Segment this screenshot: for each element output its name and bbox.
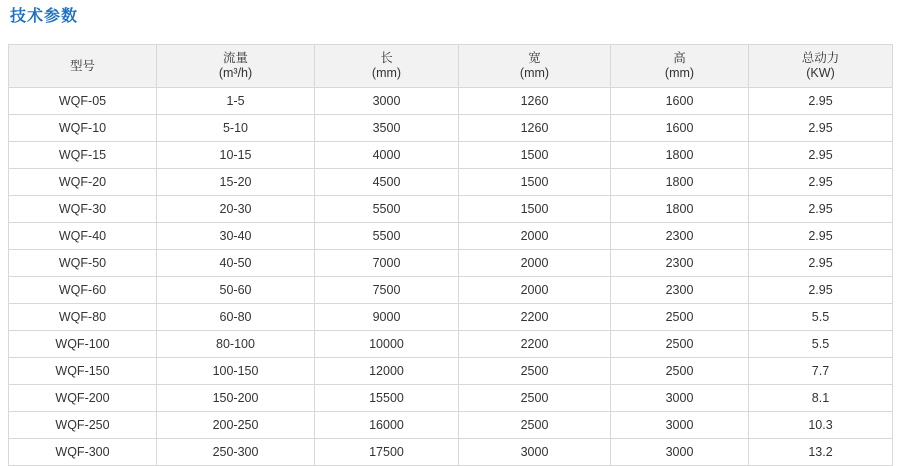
table-row xyxy=(9,331,893,358)
table-row xyxy=(9,439,893,466)
cell-height: 2300 xyxy=(611,277,749,304)
cell-model: WQF-50 xyxy=(9,250,157,277)
table-header xyxy=(9,45,893,88)
cell-power: 10.3 xyxy=(749,412,893,439)
cell-flow: 100-150 xyxy=(157,358,315,385)
cell-length: 10000 xyxy=(315,331,459,358)
cell-length: 17500 xyxy=(315,439,459,466)
column-header-flow-label: 流量 xyxy=(222,51,248,65)
column-header-length xyxy=(315,45,459,88)
column-header-model xyxy=(9,45,157,88)
cell-flow: 20-30 xyxy=(157,196,315,223)
cell-model: WQF-80 xyxy=(9,304,157,331)
cell-model: WQF-30 xyxy=(9,196,157,223)
cell-width: 1500 xyxy=(459,196,611,223)
cell-width: 2200 xyxy=(459,331,611,358)
table-header-row xyxy=(9,45,893,88)
cell-height: 3000 xyxy=(611,439,749,466)
cell-flow: 5-10 xyxy=(157,115,315,142)
cell-height: 1800 xyxy=(611,169,749,196)
cell-power: 5.5 xyxy=(749,331,893,358)
column-header-width-unit: (mm) xyxy=(519,66,550,80)
column-header-power-label: 总动力 xyxy=(801,51,840,65)
cell-height: 1800 xyxy=(611,142,749,169)
cell-width: 1260 xyxy=(459,88,611,115)
cell-power: 2.95 xyxy=(749,223,893,250)
column-header-length-unit: (mm) xyxy=(371,66,402,80)
cell-width: 2200 xyxy=(459,304,611,331)
cell-power: 2.95 xyxy=(749,250,893,277)
column-header-height-label: 高 xyxy=(673,51,686,65)
page-title: 技术参数 xyxy=(10,8,79,25)
cell-height: 2500 xyxy=(611,358,749,385)
table-row xyxy=(9,115,893,142)
cell-flow: 250-300 xyxy=(157,439,315,466)
table-row xyxy=(9,88,893,115)
column-header-power-unit: (KW) xyxy=(806,66,835,80)
cell-model: WQF-300 xyxy=(9,439,157,466)
cell-width: 3000 xyxy=(459,439,611,466)
cell-model: WQF-200 xyxy=(9,385,157,412)
cell-height: 2500 xyxy=(611,304,749,331)
cell-flow: 10-15 xyxy=(157,142,315,169)
table-row xyxy=(9,412,893,439)
table-row xyxy=(9,223,893,250)
cell-model: WQF-40 xyxy=(9,223,157,250)
column-header-height xyxy=(611,45,749,88)
column-header-model-label: 型号 xyxy=(69,58,95,73)
cell-model: WQF-250 xyxy=(9,412,157,439)
column-header-length-label: 长 xyxy=(380,51,393,65)
cell-power: 7.7 xyxy=(749,358,893,385)
cell-length: 15500 xyxy=(315,385,459,412)
column-header-power xyxy=(749,45,893,88)
spec-table xyxy=(8,44,893,466)
spec-table-wrapper xyxy=(8,44,892,466)
cell-flow: 60-80 xyxy=(157,304,315,331)
cell-flow: 1-5 xyxy=(157,88,315,115)
cell-width: 2000 xyxy=(459,250,611,277)
cell-height: 2500 xyxy=(611,331,749,358)
table-row xyxy=(9,304,893,331)
cell-length: 16000 xyxy=(315,412,459,439)
table-row xyxy=(9,142,893,169)
cell-model: WQF-20 xyxy=(9,169,157,196)
cell-length: 4500 xyxy=(315,169,459,196)
cell-length: 4000 xyxy=(315,142,459,169)
cell-power: 2.95 xyxy=(749,142,893,169)
cell-model: WQF-100 xyxy=(9,331,157,358)
cell-height: 2300 xyxy=(611,223,749,250)
table-row xyxy=(9,250,893,277)
table-body xyxy=(9,88,893,466)
cell-power: 13.2 xyxy=(749,439,893,466)
cell-length: 7000 xyxy=(315,250,459,277)
cell-power: 2.95 xyxy=(749,88,893,115)
cell-height: 1600 xyxy=(611,88,749,115)
cell-flow: 200-250 xyxy=(157,412,315,439)
cell-power: 2.95 xyxy=(749,196,893,223)
cell-flow: 50-60 xyxy=(157,277,315,304)
cell-model: WQF-60 xyxy=(9,277,157,304)
cell-flow: 150-200 xyxy=(157,385,315,412)
cell-length: 3000 xyxy=(315,88,459,115)
cell-width: 2000 xyxy=(459,223,611,250)
cell-power: 5.5 xyxy=(749,304,893,331)
cell-width: 1500 xyxy=(459,169,611,196)
cell-length: 12000 xyxy=(315,358,459,385)
cell-width: 2500 xyxy=(459,385,611,412)
cell-power: 2.95 xyxy=(749,277,893,304)
cell-length: 5500 xyxy=(315,196,459,223)
cell-width: 2000 xyxy=(459,277,611,304)
cell-power: 2.95 xyxy=(749,115,893,142)
cell-flow: 15-20 xyxy=(157,169,315,196)
cell-model: WQF-10 xyxy=(9,115,157,142)
cell-width: 2500 xyxy=(459,412,611,439)
column-header-height-unit: (mm) xyxy=(664,66,695,80)
cell-height: 3000 xyxy=(611,385,749,412)
cell-height: 3000 xyxy=(611,412,749,439)
column-header-flow xyxy=(157,45,315,88)
column-header-flow-unit: (m³/h) xyxy=(218,66,253,80)
cell-height: 2300 xyxy=(611,250,749,277)
table-row xyxy=(9,196,893,223)
table-row xyxy=(9,277,893,304)
cell-flow: 30-40 xyxy=(157,223,315,250)
cell-model: WQF-150 xyxy=(9,358,157,385)
table-row xyxy=(9,358,893,385)
table-row xyxy=(9,385,893,412)
cell-width: 1500 xyxy=(459,142,611,169)
cell-height: 1800 xyxy=(611,196,749,223)
column-header-width xyxy=(459,45,611,88)
column-header-width-label: 宽 xyxy=(528,51,541,65)
cell-length: 9000 xyxy=(315,304,459,331)
cell-length: 3500 xyxy=(315,115,459,142)
table-row xyxy=(9,169,893,196)
cell-length: 7500 xyxy=(315,277,459,304)
cell-width: 1260 xyxy=(459,115,611,142)
cell-height: 1600 xyxy=(611,115,749,142)
cell-width: 2500 xyxy=(459,358,611,385)
cell-power: 2.95 xyxy=(749,169,893,196)
cell-length: 5500 xyxy=(315,223,459,250)
cell-flow: 80-100 xyxy=(157,331,315,358)
cell-flow: 40-50 xyxy=(157,250,315,277)
cell-model: WQF-05 xyxy=(9,88,157,115)
cell-model: WQF-15 xyxy=(9,142,157,169)
cell-power: 8.1 xyxy=(749,385,893,412)
